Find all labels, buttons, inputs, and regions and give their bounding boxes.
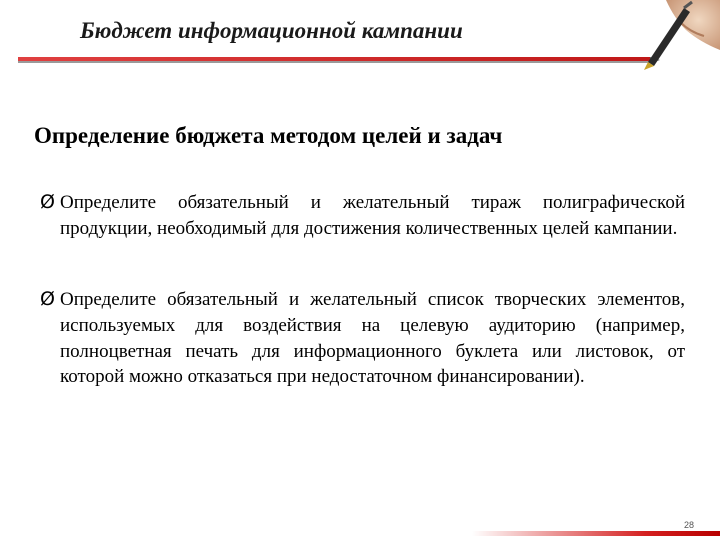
list-item xyxy=(40,190,685,241)
page-number: 28 xyxy=(683,520,694,530)
footer-rule xyxy=(472,531,720,536)
section-heading: Определение бюджета методом целей и задач xyxy=(34,123,503,148)
header-rule xyxy=(18,57,660,66)
slide-title: Бюджет информационной кампании xyxy=(80,18,463,43)
arrow-bullet-icon: Ø xyxy=(40,191,55,213)
bullet-text: Определите обязательный и желательный тираж полиграфической продукции, необходимый для достижения количественных целей кампании. xyxy=(60,192,685,239)
fountain-pen-icon xyxy=(620,0,720,70)
list-item xyxy=(40,287,685,390)
bullet-list xyxy=(40,190,685,390)
bullet-text: Определите обязательный и желательный список творческих элементов, используемых для воздействия на целевую аудиторию (например, полноцветная печать для информационного буклета или листовок, от которой можно отказаться при недостаточном финансировании). xyxy=(60,289,685,388)
arrow-bullet-icon: Ø xyxy=(40,288,55,311)
